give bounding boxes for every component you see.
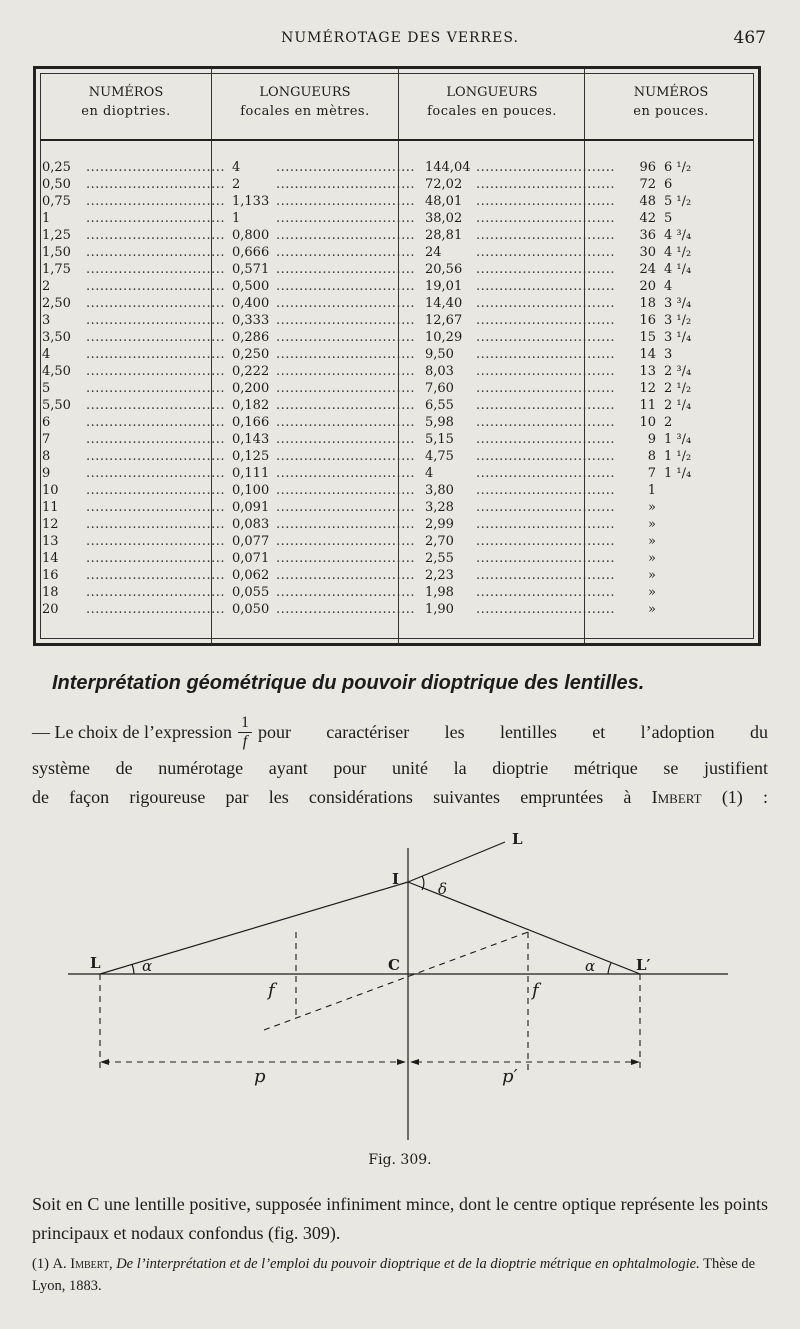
cell-focal-pouces: 24 xyxy=(425,245,442,260)
table-row xyxy=(36,346,764,363)
leader-dots: .............................. xyxy=(86,432,225,447)
col-header-sub: focales en pouces. xyxy=(427,104,557,119)
col-header-line: LONGUEURS xyxy=(259,85,351,100)
cell-dioptries: 2,50 xyxy=(42,296,71,311)
table-row xyxy=(36,482,764,499)
cell-focal-pouces: 9,50 xyxy=(425,347,454,362)
cell-focal-pouces: 14,40 xyxy=(425,296,463,311)
cell-dioptries: 1,25 xyxy=(42,228,71,243)
cell-focal-metres: 1 xyxy=(232,211,241,226)
cell-focal-pouces: 19,01 xyxy=(425,279,463,294)
footnote-title: De l’interprétation et de l’emploi du pouvoir dioptrique et de la dioptrie métrique en ophtalmologie. xyxy=(116,1256,700,1272)
cell-numero-fraction: 6 xyxy=(664,177,673,192)
cell-numero-fraction: 6 ¹/₂ xyxy=(664,160,692,175)
intro-rest-text: pour caractériser les lentilles et l’adoption du xyxy=(257,721,768,742)
cell-dioptries: 4,50 xyxy=(42,364,71,379)
table-row xyxy=(36,584,764,601)
cell-focal-metres: 0,166 xyxy=(232,415,270,430)
cell-numero-fraction: 3 xyxy=(664,347,673,362)
leader-dots: .............................. xyxy=(276,432,415,447)
cell-focal-metres: 0,125 xyxy=(232,449,270,464)
col-header-sub: en dioptries. xyxy=(81,104,171,119)
cell-focal-metres: 0,100 xyxy=(232,483,270,498)
cell-dioptries: 11 xyxy=(42,500,59,515)
leader-dots: .............................. xyxy=(476,534,615,549)
footnote-marker: (1) xyxy=(32,1256,49,1272)
label-f-left: f xyxy=(268,980,275,1001)
cell-numero-pouces: 96 xyxy=(639,160,656,175)
cell-dioptries: 4 xyxy=(42,347,51,362)
cell-focal-pouces: 4 xyxy=(425,466,434,481)
parallel-dashed-ray xyxy=(264,932,528,1030)
table-row xyxy=(36,550,764,567)
leader-dots: .............................. xyxy=(276,534,415,549)
leader-dots: .............................. xyxy=(276,466,415,481)
leader-dots: .............................. xyxy=(276,279,415,294)
cell-focal-metres: 0,083 xyxy=(232,517,270,532)
cell-focal-pouces: 2,55 xyxy=(425,551,454,566)
leader-dots: .............................. xyxy=(476,160,615,175)
cell-dioptries: 5,50 xyxy=(42,398,71,413)
leader-dots: .............................. xyxy=(276,347,415,362)
cell-dioptries: 2 xyxy=(42,279,51,294)
table-row xyxy=(36,567,764,584)
leader-dots: .............................. xyxy=(86,364,225,379)
leader-dots: .............................. xyxy=(86,483,225,498)
leader-dots: .............................. xyxy=(86,347,225,362)
cell-focal-pouces: 1,90 xyxy=(425,602,454,617)
cell-focal-pouces: 6,55 xyxy=(425,398,454,413)
table-row xyxy=(36,499,764,516)
arrowhead-p-left xyxy=(100,1059,109,1065)
table-row xyxy=(36,516,764,533)
cell-focal-metres: 0,286 xyxy=(232,330,270,345)
cell-dioptries: 1,75 xyxy=(42,262,71,277)
cell-numero-pouces: 13 xyxy=(639,364,656,379)
label-C: C xyxy=(388,956,400,974)
leader-dots: .............................. xyxy=(86,194,225,209)
cell-numero-fraction: 5 ¹/₂ xyxy=(664,194,692,209)
fraction-numerator: 1 xyxy=(238,714,252,733)
cell-focal-pouces: 8,03 xyxy=(425,364,454,379)
label-L-top: L xyxy=(512,830,523,848)
col-header-sub: en pouces. xyxy=(633,104,709,119)
leader-dots: .............................. xyxy=(86,381,225,396)
body-paragraph: Soit en C une lentille positive, supposée infiniment mince, dont le centre optique représente les points principaux et nodaux confondus (fig. 309). xyxy=(32,1194,768,1243)
intro-paragraph xyxy=(32,710,768,812)
cell-numero-pouces: 42 xyxy=(639,211,656,226)
leader-dots: .............................. xyxy=(276,160,415,175)
cell-numero-pouces: 18 xyxy=(639,296,656,311)
cell-numero-fraction: 4 ¹/₄ xyxy=(664,262,692,277)
angle-alpha-right-arc xyxy=(608,963,611,974)
leader-dots: .............................. xyxy=(276,313,415,328)
cell-focal-pouces: 72,02 xyxy=(425,177,463,192)
leader-dots: .............................. xyxy=(476,364,615,379)
label-L-right: L′ xyxy=(636,956,651,974)
cell-dioptries: 10 xyxy=(42,483,59,498)
cell-dioptries: 0,25 xyxy=(42,160,71,175)
cell-numero-pouces: 7 xyxy=(647,466,656,481)
author-name: Imbert xyxy=(651,787,702,807)
cell-numero-pouces: » xyxy=(648,517,656,532)
cell-numero-fraction: 3 ¹/₄ xyxy=(664,330,692,345)
table-row xyxy=(36,397,764,414)
leader-dots: .............................. xyxy=(476,194,615,209)
leader-dots: .............................. xyxy=(86,228,225,243)
cell-focal-metres: 0,091 xyxy=(232,500,270,515)
cell-numero-fraction: 1 ¹/₄ xyxy=(664,466,692,481)
cell-focal-metres: 4 xyxy=(232,160,241,175)
cell-focal-metres: 0,077 xyxy=(232,534,270,549)
table-row xyxy=(36,261,764,278)
cell-numero-pouces: 1 xyxy=(647,483,656,498)
label-p-left: p xyxy=(254,1066,266,1087)
cell-numero-pouces: » xyxy=(648,585,656,600)
cell-focal-pouces: 3,28 xyxy=(425,500,454,515)
cell-focal-metres: 0,071 xyxy=(232,551,270,566)
footnote-rest: Thèse de Lyon, 1883. xyxy=(32,1256,756,1294)
table-row xyxy=(36,193,764,210)
lens-diagram xyxy=(0,820,800,1155)
cell-numero-pouces: 16 xyxy=(639,313,656,328)
label-L-left: L xyxy=(90,954,101,972)
lens-numbering-table xyxy=(33,66,761,646)
table-row xyxy=(36,465,764,482)
cell-focal-metres: 0,250 xyxy=(232,347,270,362)
cell-focal-pouces: 7,60 xyxy=(425,381,454,396)
table-row xyxy=(36,227,764,244)
intro-line-1 xyxy=(32,710,768,754)
leader-dots: .............................. xyxy=(476,483,615,498)
label-p-right: p′ xyxy=(502,1066,518,1087)
col-header-dioptries xyxy=(46,83,206,121)
table-row xyxy=(36,312,764,329)
cell-numero-fraction: 2 ¹/₄ xyxy=(664,398,692,413)
cell-dioptries: 3,50 xyxy=(42,330,71,345)
cell-focal-metres: 0,143 xyxy=(232,432,270,447)
cell-numero-pouces: » xyxy=(648,568,656,583)
cell-numero-pouces: 36 xyxy=(639,228,656,243)
leader-dots: .............................. xyxy=(276,330,415,345)
intro-line-2: système de numérotage ayant pour unité la dioptrie métrique se justifient xyxy=(32,758,768,778)
cell-focal-pouces: 48,01 xyxy=(425,194,463,209)
cell-focal-pouces: 28,81 xyxy=(425,228,463,243)
cell-numero-pouces: 9 xyxy=(647,432,656,447)
table-row xyxy=(36,363,764,380)
cell-focal-metres: 0,400 xyxy=(232,296,270,311)
fraction-one-over-f xyxy=(238,714,252,751)
table-row xyxy=(36,329,764,346)
cell-focal-pouces: 2,23 xyxy=(425,568,454,583)
leader-dots: .............................. xyxy=(276,517,415,532)
leader-dots: .............................. xyxy=(276,449,415,464)
cell-numero-pouces: 12 xyxy=(639,381,656,396)
leader-dots: .............................. xyxy=(86,177,225,192)
cell-numero-pouces: 8 xyxy=(647,449,656,464)
leader-dots: .............................. xyxy=(276,194,415,209)
leader-dots: .............................. xyxy=(276,602,415,617)
cell-numero-fraction: 2 xyxy=(664,415,673,430)
leader-dots: .............................. xyxy=(476,296,615,311)
leader-dots: .............................. xyxy=(476,381,615,396)
intro-line-3 xyxy=(32,783,768,812)
leader-dots: .............................. xyxy=(276,381,415,396)
leader-dots: .............................. xyxy=(86,534,225,549)
leader-dots: .............................. xyxy=(276,296,415,311)
cell-numero-fraction: 2 ³/₄ xyxy=(664,364,692,379)
cell-numero-fraction: 4 xyxy=(664,279,673,294)
cell-focal-pouces: 2,99 xyxy=(425,517,454,532)
cell-focal-metres: 0,800 xyxy=(232,228,270,243)
col-header-numeros-pouces xyxy=(587,83,755,121)
col-header-line: NUMÉROS xyxy=(88,85,164,100)
leader-dots: .............................. xyxy=(86,313,225,328)
cell-focal-metres: 0,222 xyxy=(232,364,270,379)
col-header-line: LONGUEURS xyxy=(446,85,538,100)
cell-dioptries: 8 xyxy=(42,449,51,464)
table-row xyxy=(36,448,764,465)
arrowhead-p-right xyxy=(397,1059,406,1065)
leader-dots: .............................. xyxy=(276,364,415,379)
leader-dots: .............................. xyxy=(86,245,225,260)
cell-focal-pouces: 144,04 xyxy=(425,160,471,175)
intro-dash-text: — Le choix de l’expression xyxy=(32,721,232,742)
cell-focal-pouces: 20,56 xyxy=(425,262,463,277)
cell-focal-pouces: 5,98 xyxy=(425,415,454,430)
cell-dioptries: 16 xyxy=(42,568,59,583)
leader-dots: .............................. xyxy=(476,279,615,294)
table-row xyxy=(36,176,764,193)
cell-numero-fraction: 3 ³/₄ xyxy=(664,296,692,311)
cell-numero-pouces: 20 xyxy=(639,279,656,294)
leader-dots: .............................. xyxy=(476,432,615,447)
leader-dots: .............................. xyxy=(476,211,615,226)
col-header-pouces xyxy=(401,83,583,121)
cell-focal-metres: 0,571 xyxy=(232,262,270,277)
table-row xyxy=(36,295,764,312)
leader-dots: .............................. xyxy=(476,568,615,583)
cell-focal-pouces: 10,29 xyxy=(425,330,463,345)
cell-dioptries: 12 xyxy=(42,517,59,532)
cell-numero-pouces: 15 xyxy=(639,330,656,345)
cell-numero-pouces: 24 xyxy=(639,262,656,277)
leader-dots: .............................. xyxy=(276,177,415,192)
leader-dots: .............................. xyxy=(476,398,615,413)
leader-dots: .............................. xyxy=(276,398,415,413)
cell-focal-pouces: 5,15 xyxy=(425,432,454,447)
table-row xyxy=(36,380,764,397)
cell-dioptries: 18 xyxy=(42,585,59,600)
cell-focal-metres: 0,062 xyxy=(232,568,270,583)
cell-numero-fraction: 2 ¹/₂ xyxy=(664,381,692,396)
leader-dots: .............................. xyxy=(276,500,415,515)
leader-dots: .............................. xyxy=(86,330,225,345)
cell-focal-metres: 0,111 xyxy=(232,466,270,481)
leader-dots: .............................. xyxy=(476,313,615,328)
cell-focal-metres: 1,133 xyxy=(232,194,270,209)
col-header-metres xyxy=(214,83,396,121)
table-row xyxy=(36,601,764,618)
leader-dots: .............................. xyxy=(86,449,225,464)
cell-focal-metres: 0,333 xyxy=(232,313,270,328)
leader-dots: .............................. xyxy=(86,466,225,481)
leader-dots: .............................. xyxy=(476,449,615,464)
leader-dots: .............................. xyxy=(86,160,225,175)
leader-dots: .............................. xyxy=(276,415,415,430)
table-row xyxy=(36,414,764,431)
section-title: Interprétation géométrique du pouvoir dioptrique des lentilles. xyxy=(52,672,645,694)
leader-dots: .............................. xyxy=(476,347,615,362)
leader-dots: .............................. xyxy=(276,228,415,243)
leader-dots: .............................. xyxy=(476,415,615,430)
leader-dots: .............................. xyxy=(276,245,415,260)
arrowhead-p-prime-right xyxy=(631,1059,640,1065)
label-f-right: f xyxy=(532,980,539,1001)
cell-numero-fraction: 4 ¹/₂ xyxy=(664,245,692,260)
label-I: I xyxy=(392,870,400,888)
leader-dots: .............................. xyxy=(86,296,225,311)
cell-dioptries: 1 xyxy=(42,211,51,226)
footnote xyxy=(32,1253,768,1297)
leader-dots: .............................. xyxy=(476,500,615,515)
table-row xyxy=(36,244,764,261)
label-delta: δ xyxy=(438,880,448,898)
cell-numero-fraction: 4 ³/₄ xyxy=(664,228,692,243)
cell-focal-pouces: 4,75 xyxy=(425,449,454,464)
label-alpha-left: α xyxy=(142,957,153,975)
label-alpha-right: α xyxy=(585,957,596,975)
leader-dots: .............................. xyxy=(86,500,225,515)
leader-dots: .............................. xyxy=(476,602,615,617)
cell-numero-fraction: 3 ¹/₂ xyxy=(664,313,692,328)
cell-focal-metres: 2 xyxy=(232,177,241,192)
cell-numero-pouces: » xyxy=(648,551,656,566)
leader-dots: .............................. xyxy=(476,517,615,532)
leader-dots: .............................. xyxy=(276,211,415,226)
cell-focal-metres: 0,200 xyxy=(232,381,270,396)
leader-dots: .............................. xyxy=(86,398,225,413)
cell-numero-pouces: 30 xyxy=(639,245,656,260)
angle-alpha-left-arc xyxy=(132,964,134,974)
cell-dioptries: 5 xyxy=(42,381,51,396)
cell-focal-metres: 0,666 xyxy=(232,245,270,260)
cell-numero-pouces: » xyxy=(648,534,656,549)
cell-focal-pouces: 3,80 xyxy=(425,483,454,498)
table-row xyxy=(36,278,764,295)
leader-dots: .............................. xyxy=(276,568,415,583)
col-header-sub: focales en mètres. xyxy=(240,104,370,119)
cell-numero-pouces: 72 xyxy=(639,177,656,192)
cell-dioptries: 3 xyxy=(42,313,51,328)
footnote-author: A. Imbert, xyxy=(52,1256,113,1272)
table-row xyxy=(36,533,764,550)
cell-dioptries: 7 xyxy=(42,432,51,447)
leader-dots: .............................. xyxy=(476,228,615,243)
page-number: 467 xyxy=(733,28,766,48)
table-row xyxy=(36,159,764,176)
intro-line-3-text: de façon rigoureuse par les considérations suivantes empruntées à xyxy=(32,787,632,807)
leader-dots: .............................. xyxy=(276,483,415,498)
arrowhead-p-prime-left xyxy=(410,1059,419,1065)
header-rule xyxy=(40,139,754,141)
cell-dioptries: 0,50 xyxy=(42,177,71,192)
leader-dots: .............................. xyxy=(86,262,225,277)
leader-dots: .............................. xyxy=(476,262,615,277)
cell-focal-metres: 0,055 xyxy=(232,585,270,600)
cell-focal-pouces: 1,98 xyxy=(425,585,454,600)
cell-dioptries: 9 xyxy=(42,466,51,481)
cell-numero-pouces: » xyxy=(648,602,656,617)
leader-dots: .............................. xyxy=(86,602,225,617)
cell-dioptries: 14 xyxy=(42,551,59,566)
cell-numero-pouces: 10 xyxy=(639,415,656,430)
leader-dots: .............................. xyxy=(86,585,225,600)
footnote-ref: (1) : xyxy=(721,787,768,807)
leader-dots: .............................. xyxy=(476,551,615,566)
cell-focal-pouces: 12,67 xyxy=(425,313,463,328)
cell-dioptries: 13 xyxy=(42,534,59,549)
cell-numero-fraction: 1 ¹/₂ xyxy=(664,449,692,464)
col-header-line: NUMÉROS xyxy=(633,85,709,100)
cell-focal-pouces: 2,70 xyxy=(425,534,454,549)
leader-dots: .............................. xyxy=(86,568,225,583)
leader-dots: .............................. xyxy=(276,585,415,600)
leader-dots: .............................. xyxy=(86,551,225,566)
cell-numero-pouces: 14 xyxy=(639,347,656,362)
leader-dots: .............................. xyxy=(276,551,415,566)
cell-numero-pouces: 11 xyxy=(639,398,656,413)
leader-dots: .............................. xyxy=(476,585,615,600)
cell-dioptries: 20 xyxy=(42,602,59,617)
leader-dots: .............................. xyxy=(476,330,615,345)
table-row xyxy=(36,210,764,227)
cell-numero-pouces: » xyxy=(648,500,656,515)
leader-dots: .............................. xyxy=(86,279,225,294)
cell-focal-metres: 0,500 xyxy=(232,279,270,294)
page-header xyxy=(0,30,800,54)
leader-dots: .............................. xyxy=(476,177,615,192)
cell-dioptries: 6 xyxy=(42,415,51,430)
running-title: NUMÉROTAGE DES VERRES. xyxy=(281,30,519,46)
leader-dots: .............................. xyxy=(86,517,225,532)
leader-dots: .............................. xyxy=(476,245,615,260)
leader-dots: .............................. xyxy=(86,415,225,430)
cell-focal-metres: 0,050 xyxy=(232,602,270,617)
cell-numero-fraction: 1 ³/₄ xyxy=(664,432,692,447)
leader-dots: .............................. xyxy=(86,211,225,226)
table-row xyxy=(36,431,764,448)
fraction-denominator: f xyxy=(242,732,248,750)
cell-numero-pouces: 48 xyxy=(639,194,656,209)
leader-dots: .............................. xyxy=(476,466,615,481)
figure-caption: Fig. 309. xyxy=(368,1152,432,1168)
cell-focal-metres: 0,182 xyxy=(232,398,270,413)
leader-dots: .............................. xyxy=(276,262,415,277)
cell-focal-pouces: 38,02 xyxy=(425,211,463,226)
cell-dioptries: 1,50 xyxy=(42,245,71,260)
cell-dioptries: 0,75 xyxy=(42,194,71,209)
cell-numero-fraction: 5 xyxy=(664,211,673,226)
